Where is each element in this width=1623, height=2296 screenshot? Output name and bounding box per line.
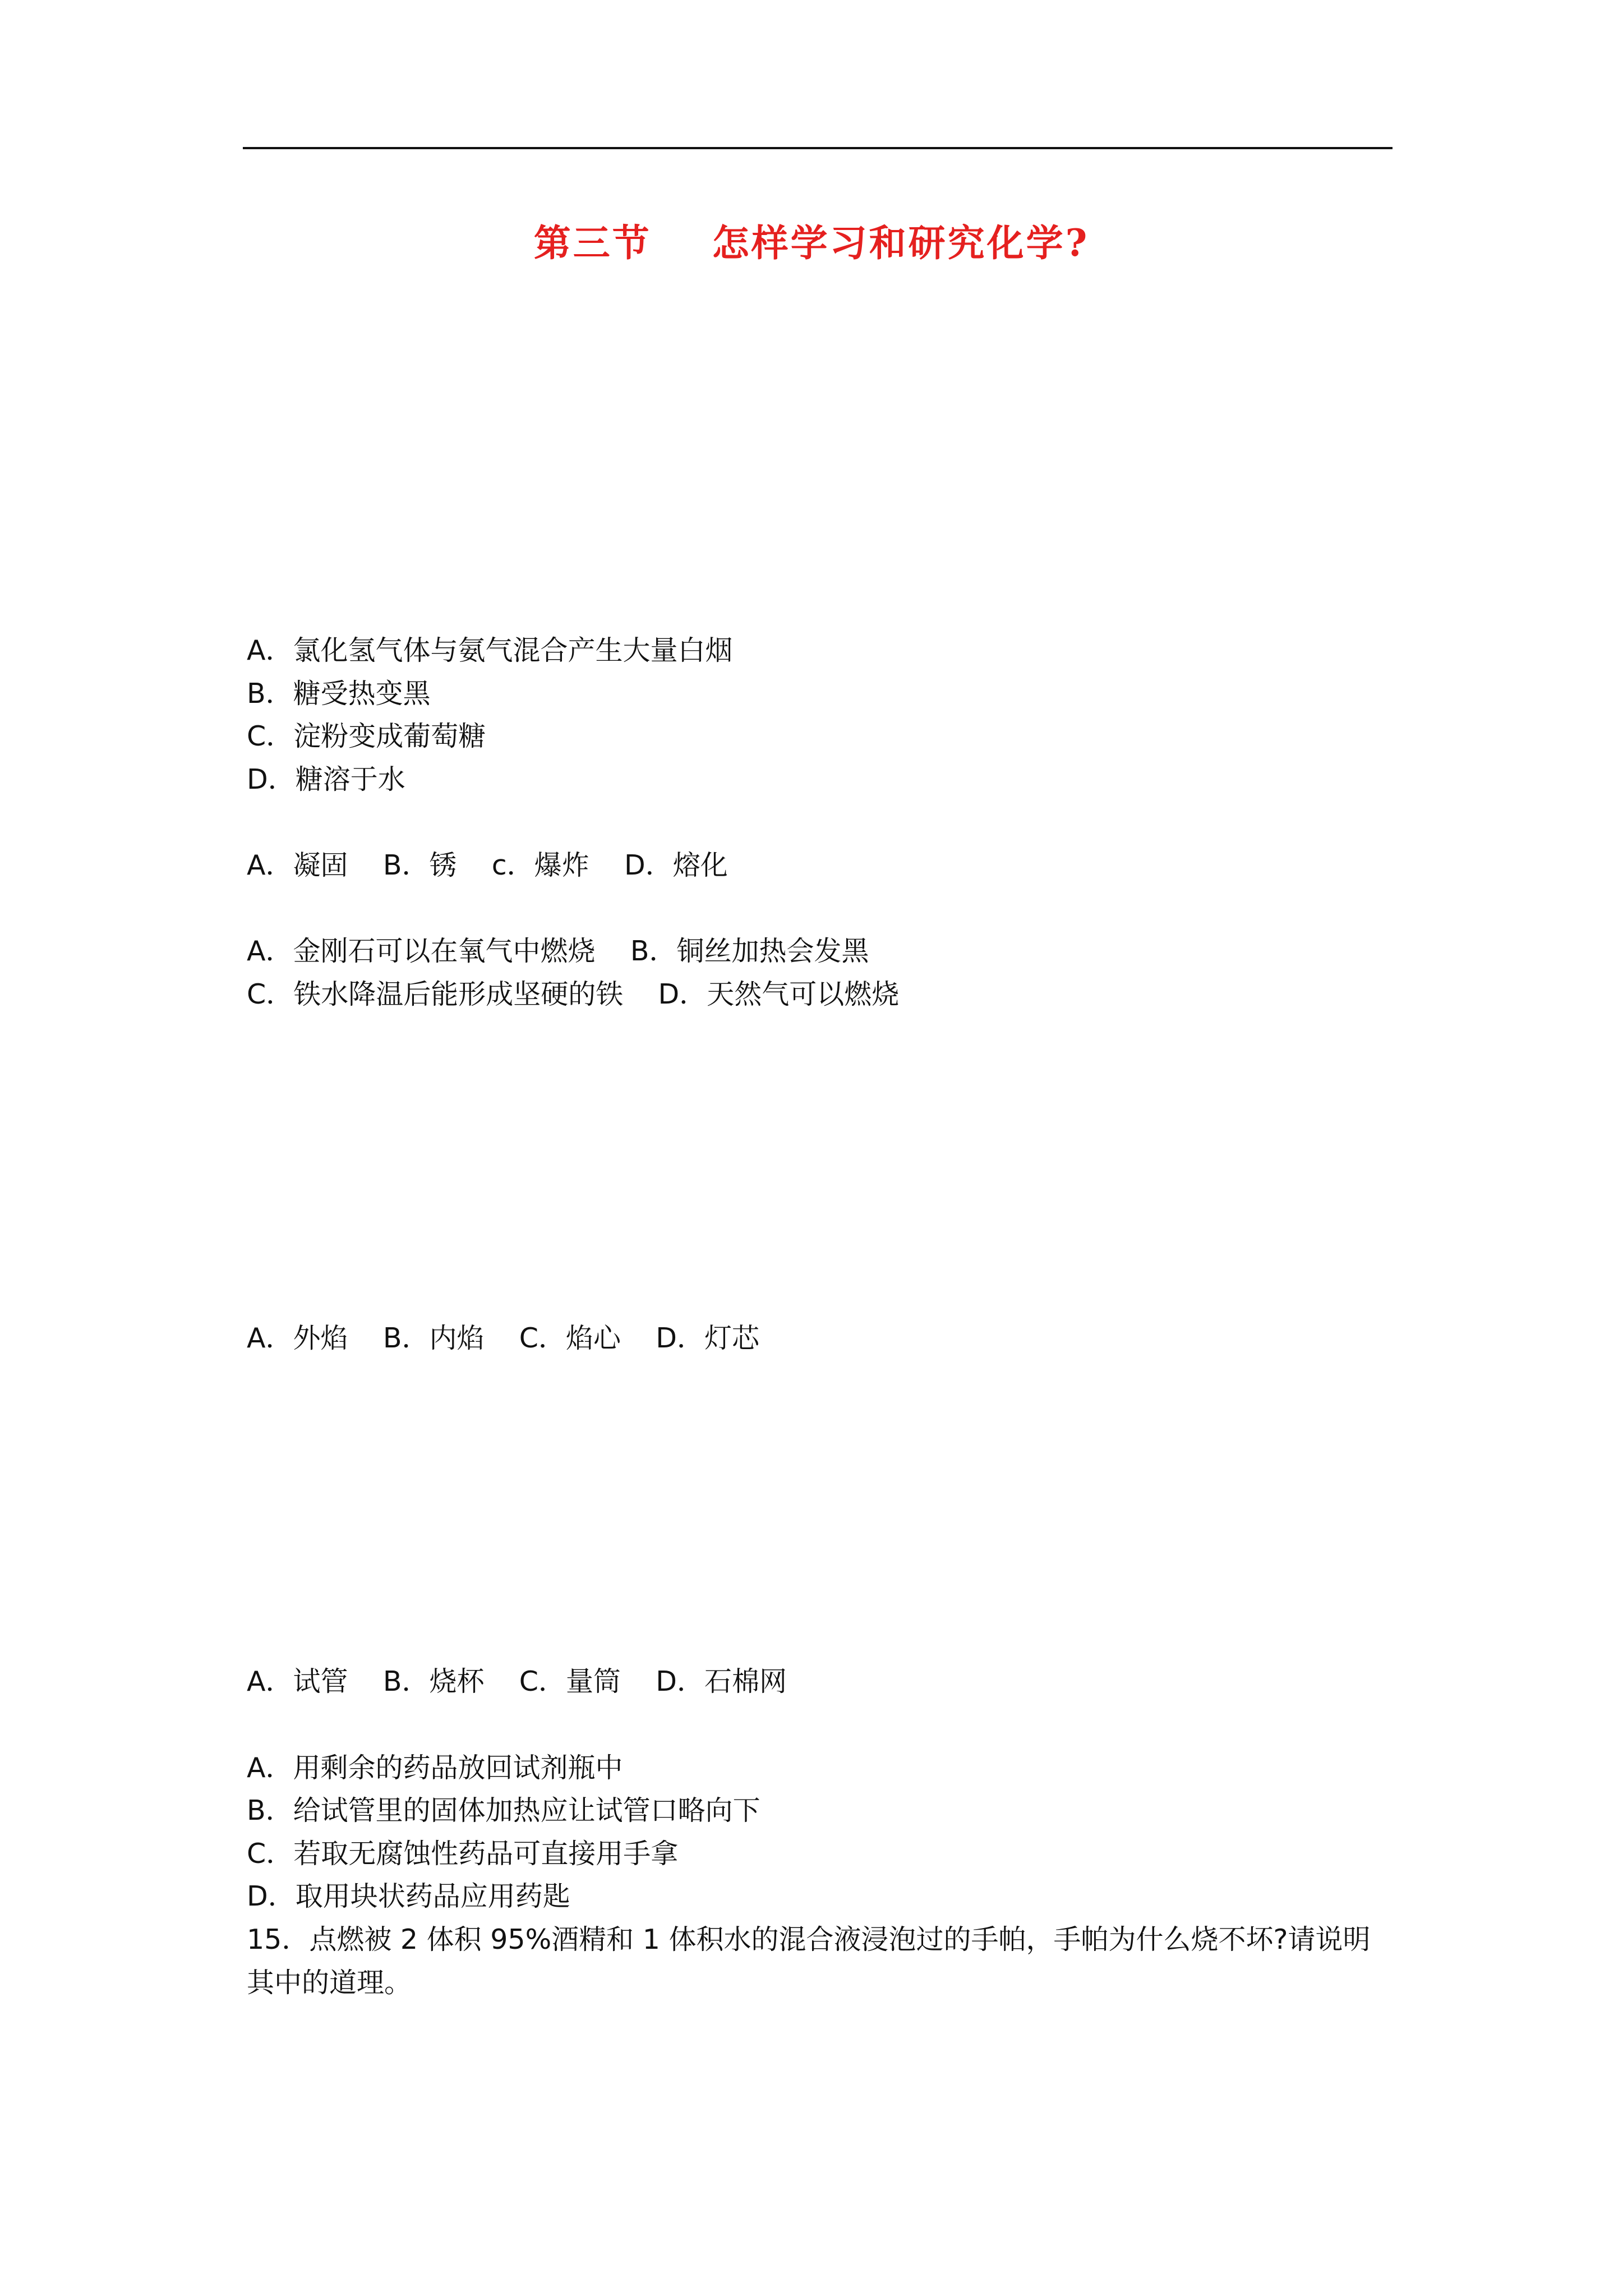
question-9-stem — [247, 1145, 1396, 1188]
question-8-line-1 — [247, 1059, 1396, 1102]
question-11-stem — [247, 1360, 1396, 1403]
question-6-options-ab: A．金刚石可以在氧气中燃烧 B．铜丝加热会发黑 — [247, 935, 869, 968]
question-2-line-2 — [247, 458, 1396, 501]
page-title: 第三节 怎样学习和研究化学? — [533, 221, 1090, 265]
question-9-options-row-2 — [247, 1231, 1396, 1274]
option-b: B．给试管里的固体加热应让试管口略向下 — [247, 1795, 760, 1827]
question-12-stem — [247, 1489, 1396, 1532]
option-c: C．淀粉变成葡萄糖 — [247, 720, 486, 753]
question-list — [247, 329, 1396, 2004]
question-15-line-2: 其中的道理。 — [247, 1966, 412, 1999]
question-5-stem — [247, 802, 1396, 845]
question-4-stem — [247, 587, 1396, 630]
question-13-stem — [247, 1618, 1396, 1661]
question-9-options-row-1 — [247, 1188, 1396, 1231]
option-a: A．用剩余的药品放回试剂瓶中 — [247, 1751, 623, 1784]
question-7 — [247, 1016, 1396, 1060]
question-10-stem — [247, 1274, 1396, 1317]
question-3 — [247, 544, 1396, 587]
question-12-options-cd — [247, 1575, 1396, 1618]
question-12-options-ab — [247, 1532, 1396, 1575]
question-2-line-3 — [247, 500, 1396, 544]
question-14-stem — [247, 1704, 1396, 1747]
question-6-stem — [247, 887, 1396, 931]
question-11-options-cd — [247, 1446, 1396, 1489]
question-10-options: A．外焰 B．内焰 C．焰心 D．灯芯 — [247, 1322, 759, 1354]
option-d: D．取用块状药品应用药匙 — [247, 1880, 570, 1913]
question-8-line-2 — [247, 1102, 1396, 1145]
option-b: B．糖受热变黑 — [247, 677, 431, 710]
header-rule — [243, 147, 1393, 149]
question-11-options-ab — [247, 1403, 1396, 1446]
question-6-options-cd: C．铁水降温后能形成坚硬的铁 D．天然气可以燃烧 — [247, 978, 900, 1010]
option-c: C．若取无腐蚀性药品可直接用手拿 — [247, 1837, 679, 1870]
question-2-line-1 — [247, 415, 1396, 458]
option-a: A．氯化氢气体与氨气混合产生大量白烟 — [247, 634, 733, 667]
option-d: D．糖溶于水 — [247, 763, 405, 795]
question-13-options: A．试管 B．烧杯 C．量筒 D．石棉网 — [247, 1665, 787, 1698]
question-15-line-1: 15．点燃被 2 体积 95%酒精和 1 体积水的混合液浸泡过的手帕，手帕为什么烧不坏?请说明 — [247, 1923, 1371, 1955]
question-1-line-2 — [247, 372, 1396, 415]
question-5-options: A．凝固 B．锈 c．爆炸 D．熔化 — [247, 849, 728, 882]
question-1-line-1 — [247, 329, 1396, 372]
